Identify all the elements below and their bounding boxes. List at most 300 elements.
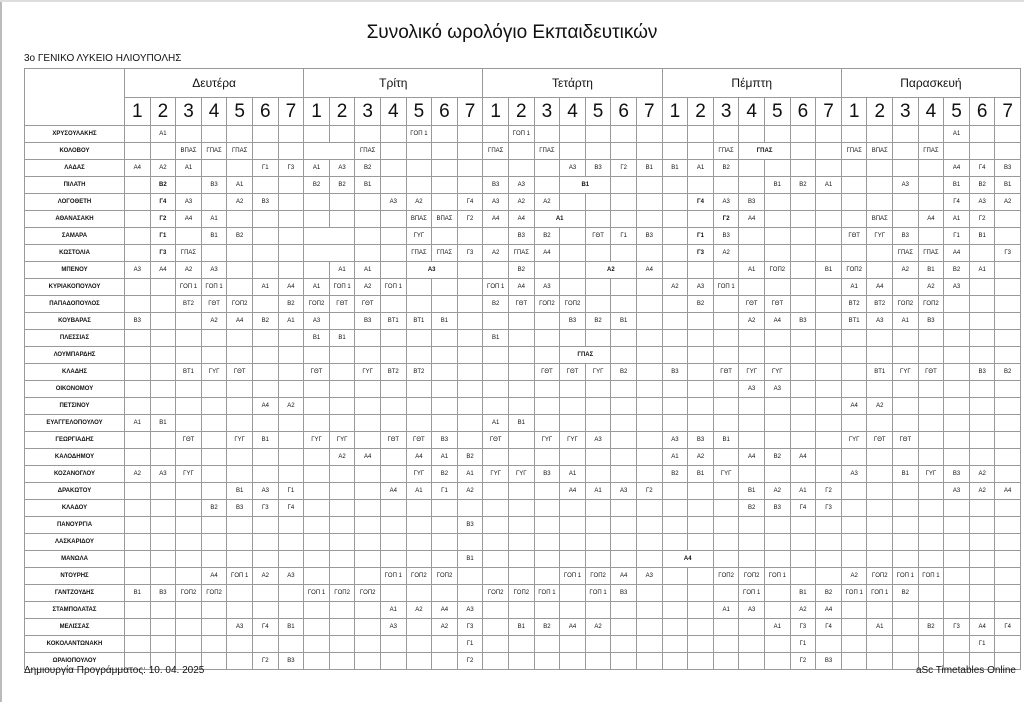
lesson-cell: ΓΟΠ2 [509,585,535,602]
lesson-cell [893,398,919,415]
lesson-cell [483,381,509,398]
lesson-cell [252,364,278,381]
lesson-cell [790,347,816,364]
lesson-cell [918,551,944,568]
lesson-cell [125,551,151,568]
lesson-cell [739,466,765,483]
lesson-cell [227,126,253,143]
lesson-cell [867,177,893,194]
lesson-cell: B2 [150,177,176,194]
lesson-cell: A2 [406,602,432,619]
lesson-cell [457,262,483,279]
lesson-cell [278,143,304,160]
lesson-cell: A1 [790,483,816,500]
lesson-cell: ΓΟΠ2 [355,585,381,602]
lesson-cell [201,636,227,653]
lesson-cell: B1 [816,262,842,279]
lesson-cell [739,347,765,364]
lesson-cell: Γ3 [150,245,176,262]
lesson-cell: A4 [969,619,995,636]
lesson-cell [636,585,662,602]
lesson-cell [432,415,458,432]
teacher-row [25,126,1021,143]
teacher-name: ΠΙΛΑΤΗ [25,177,125,194]
lesson-cell [227,653,253,670]
lesson-cell: ΓΥΓ [893,364,919,381]
lesson-cell [380,500,406,517]
lesson-cell [790,330,816,347]
lesson-cell [713,500,739,517]
lesson-cell [483,602,509,619]
lesson-cell [432,381,458,398]
lesson-cell: Γ4 [969,160,995,177]
lesson-cell: B3 [688,432,714,449]
lesson-cell [560,330,586,347]
lesson-cell [713,585,739,602]
lesson-cell [150,330,176,347]
lesson-cell [969,551,995,568]
lesson-cell: ΒΤ1 [841,313,867,330]
lesson-cell: Γ2 [636,483,662,500]
lesson-cell [355,381,381,398]
lesson-cell: A4 [534,245,560,262]
lesson-cell: B2 [893,585,919,602]
lesson-cell: ΓΠΑΣ [918,245,944,262]
lesson-cell [636,636,662,653]
lesson-cell [125,347,151,364]
lesson-cell [252,466,278,483]
teacher-row [25,279,1021,296]
lesson-cell [560,245,586,262]
lesson-cell: B1 [918,262,944,279]
lesson-cell [355,228,381,245]
lesson-cell [662,245,688,262]
lesson-cell: ΓΟΠ2 [841,262,867,279]
lesson-cell [227,330,253,347]
lesson-cell: A1 [841,279,867,296]
lesson-cell [585,398,611,415]
lesson-cell: ΒΤ2 [867,296,893,313]
lesson-cell: ΓΥΓ [406,466,432,483]
lesson-cell [380,653,406,670]
lesson-cell [457,177,483,194]
lesson-cell [432,160,458,177]
lesson-cell: ΓΘΤ [534,364,560,381]
lesson-cell: B3 [560,313,586,330]
lesson-cell [509,551,535,568]
lesson-cell: ΓΟΠ2 [713,568,739,585]
lesson-cell [739,160,765,177]
day-header: Τετάρτη [483,69,662,98]
lesson-cell: A1 [534,211,585,228]
lesson-cell [457,228,483,245]
teacher-name: ΣΑΜΑΡΑ [25,228,125,245]
lesson-cell [483,160,509,177]
lesson-cell [534,568,560,585]
lesson-cell [969,279,995,296]
lesson-cell [227,585,253,602]
lesson-cell [278,636,304,653]
lesson-cell [304,347,330,364]
lesson-cell [432,398,458,415]
lesson-cell [252,534,278,551]
lesson-cell [611,602,637,619]
lesson-cell: B3 [944,466,970,483]
teacher-name: ΕΥΑΓΓΕΛΟΠΟΥΛΟΥ [25,415,125,432]
lesson-cell [662,517,688,534]
lesson-cell [534,551,560,568]
lesson-cell: Γ4 [278,500,304,517]
lesson-cell [483,449,509,466]
lesson-cell [201,602,227,619]
lesson-cell: A1 [867,619,893,636]
lesson-cell: B1 [944,177,970,194]
lesson-cell [125,126,151,143]
lesson-cell: A3 [739,381,765,398]
lesson-cell [278,432,304,449]
lesson-cell [534,415,560,432]
lesson-cell: A2 [585,262,636,279]
lesson-cell: ΓΟΠ2 [534,296,560,313]
lesson-cell [406,296,432,313]
teacher-name: ΠΑΝΟΥΡΓΙΑ [25,517,125,534]
lesson-cell: ΓΘΤ [176,432,202,449]
lesson-cell: A2 [662,279,688,296]
lesson-cell [534,653,560,670]
lesson-cell [765,466,791,483]
lesson-cell [125,568,151,585]
lesson-cell [150,568,176,585]
lesson-cell: B1 [688,466,714,483]
lesson-cell: B1 [713,432,739,449]
lesson-cell: ΒΤ2 [406,364,432,381]
lesson-cell [329,415,355,432]
lesson-cell: ΓΘΤ [304,364,330,381]
lesson-cell [432,653,458,670]
lesson-cell [739,551,765,568]
lesson-cell [227,602,253,619]
lesson-cell [636,194,662,211]
lesson-cell: B3 [893,228,919,245]
footer-created-date: Δημιουργία Προγράμματος: 10. 04. 2025 [24,665,205,676]
lesson-cell [662,194,688,211]
lesson-cell [278,602,304,619]
lesson-cell [841,194,867,211]
lesson-cell [611,619,637,636]
lesson-cell [355,500,381,517]
lesson-cell [944,602,970,619]
lesson-cell [893,517,919,534]
lesson-cell [380,585,406,602]
lesson-cell [995,551,1021,568]
lesson-cell [969,585,995,602]
lesson-cell: A4 [944,245,970,262]
lesson-cell: ΓΥΓ [227,432,253,449]
lesson-cell: Γ1 [611,228,637,245]
lesson-cell [406,143,432,160]
lesson-cell: ΓΟΠ 1 [201,279,227,296]
lesson-cell [969,296,995,313]
lesson-cell [918,126,944,143]
lesson-cell [790,364,816,381]
lesson-cell [176,398,202,415]
lesson-cell [893,602,919,619]
lesson-cell: B1 [227,483,253,500]
lesson-cell [176,381,202,398]
lesson-cell [304,381,330,398]
lesson-cell [969,381,995,398]
lesson-cell [688,398,714,415]
lesson-cell: Γ3 [816,500,842,517]
lesson-cell [380,551,406,568]
lesson-cell: ΓΘΤ [841,228,867,245]
lesson-cell: A1 [739,262,765,279]
lesson-cell [585,636,611,653]
lesson-cell [765,279,791,296]
lesson-cell: Γ2 [969,211,995,228]
lesson-cell [560,653,586,670]
lesson-cell [227,415,253,432]
lesson-cell [483,228,509,245]
lesson-cell: A1 [125,415,151,432]
lesson-cell [304,126,330,143]
lesson-cell [713,483,739,500]
lesson-cell [585,143,611,160]
corner-cell [25,69,125,98]
lesson-cell: A2 [483,245,509,262]
lesson-cell [969,517,995,534]
lesson-cell [765,330,791,347]
lesson-cell [918,330,944,347]
period-number: 5 [406,98,432,126]
lesson-cell: Γ4 [150,194,176,211]
lesson-cell [432,296,458,313]
lesson-cell [969,245,995,262]
footer-brand: aSc Timetables Online [915,665,1016,676]
lesson-cell [125,449,151,466]
period-number: 5 [585,98,611,126]
lesson-cell [944,313,970,330]
lesson-cell [304,449,330,466]
lesson-cell: B2 [227,228,253,245]
lesson-cell: ΓΟΠ2 [432,568,458,585]
lesson-cell [585,296,611,313]
lesson-cell [509,449,535,466]
lesson-cell [765,211,791,228]
lesson-cell: Γ3 [944,619,970,636]
teacher-row [25,415,1021,432]
lesson-cell [841,653,867,670]
lesson-cell: A1 [816,177,842,194]
lesson-cell [867,194,893,211]
lesson-cell [969,500,995,517]
lesson-cell [278,177,304,194]
lesson-cell [585,449,611,466]
lesson-cell: A2 [227,194,253,211]
lesson-cell [662,585,688,602]
lesson-cell [969,602,995,619]
lesson-cell [406,160,432,177]
lesson-cell [534,381,560,398]
lesson-cell [841,602,867,619]
lesson-cell [790,211,816,228]
lesson-cell: B1 [252,432,278,449]
lesson-cell [636,534,662,551]
lesson-cell: A3 [688,279,714,296]
lesson-cell [534,636,560,653]
lesson-cell [688,381,714,398]
lesson-cell: A2 [534,194,560,211]
lesson-cell [713,449,739,466]
lesson-cell: Γ4 [688,194,714,211]
lesson-cell [944,500,970,517]
lesson-cell: ΓΥΓ [201,364,227,381]
lesson-cell: A4 [560,483,586,500]
lesson-cell: ΓΟΠ2 [176,585,202,602]
lesson-cell [509,653,535,670]
lesson-cell [611,330,637,347]
lesson-cell: ΒΠΑΣ [406,211,432,228]
lesson-cell: A2 [278,398,304,415]
lesson-cell: A3 [457,602,483,619]
lesson-cell [560,126,586,143]
lesson-cell [380,534,406,551]
lesson-cell [329,619,355,636]
period-number: 3 [893,98,919,126]
lesson-cell: B2 [534,619,560,636]
lesson-cell [432,330,458,347]
lesson-cell: A4 [816,602,842,619]
lesson-cell: ΓΟΠ 1 [176,279,202,296]
lesson-cell [662,330,688,347]
lesson-cell [995,517,1021,534]
lesson-cell [125,194,151,211]
lesson-cell [585,381,611,398]
lesson-cell [176,551,202,568]
lesson-cell [560,279,586,296]
period-number: 6 [969,98,995,126]
lesson-cell [380,398,406,415]
lesson-cell [969,330,995,347]
lesson-cell: A3 [509,177,535,194]
lesson-cell [995,568,1021,585]
lesson-cell [201,398,227,415]
lesson-cell [918,636,944,653]
lesson-cell [867,347,893,364]
lesson-cell [150,296,176,313]
lesson-cell [816,364,842,381]
lesson-cell: ΒΠΑΣ [867,143,893,160]
lesson-cell: ΓΥΓ [176,466,202,483]
lesson-cell [150,636,176,653]
lesson-cell [201,432,227,449]
lesson-cell [636,619,662,636]
teacher-row [25,551,1021,568]
lesson-cell: A3 [944,483,970,500]
lesson-cell: A4 [432,602,458,619]
lesson-cell [483,483,509,500]
lesson-cell [534,313,560,330]
lesson-cell [841,619,867,636]
lesson-cell [585,517,611,534]
lesson-cell [304,415,330,432]
lesson-cell [304,619,330,636]
lesson-cell: ΓΟΠ2 [585,568,611,585]
lesson-cell [611,296,637,313]
lesson-cell [867,466,893,483]
lesson-cell [841,534,867,551]
lesson-cell [252,126,278,143]
lesson-cell [534,517,560,534]
lesson-cell [636,602,662,619]
lesson-cell: A3 [278,568,304,585]
lesson-cell [201,653,227,670]
period-number: 2 [329,98,355,126]
lesson-cell [355,653,381,670]
lesson-cell [457,500,483,517]
lesson-cell [995,432,1021,449]
lesson-cell [278,194,304,211]
lesson-cell: ΓΥΓ [483,466,509,483]
lesson-cell [765,245,791,262]
lesson-cell: ΓΟΠ2 [304,296,330,313]
lesson-cell [841,364,867,381]
period-number: 6 [611,98,637,126]
lesson-cell: A3 [150,466,176,483]
lesson-cell: A2 [969,483,995,500]
lesson-cell [713,347,739,364]
lesson-cell [201,160,227,177]
lesson-cell: Γ1 [432,483,458,500]
lesson-cell: A2 [918,279,944,296]
lesson-cell [150,551,176,568]
lesson-cell [739,126,765,143]
lesson-cell [995,211,1021,228]
lesson-cell [662,143,688,160]
lesson-cell [176,449,202,466]
lesson-cell [662,126,688,143]
lesson-cell: B1 [483,330,509,347]
lesson-cell: A4 [662,551,713,568]
lesson-cell [611,177,637,194]
lesson-cell [969,449,995,466]
lesson-cell: A3 [534,279,560,296]
lesson-cell [329,534,355,551]
lesson-cell [841,636,867,653]
lesson-cell [790,551,816,568]
lesson-cell: B3 [636,228,662,245]
lesson-cell [560,585,586,602]
lesson-cell [713,534,739,551]
lesson-cell: B3 [969,364,995,381]
lesson-cell [688,262,714,279]
lesson-cell [355,432,381,449]
lesson-cell: B3 [483,177,509,194]
teacher-row [25,330,1021,347]
lesson-cell [713,653,739,670]
lesson-cell: A3 [713,194,739,211]
lesson-cell [150,602,176,619]
lesson-cell: B2 [201,500,227,517]
lesson-cell [201,483,227,500]
lesson-cell [816,160,842,177]
lesson-cell: A1 [304,279,330,296]
lesson-cell [739,228,765,245]
lesson-cell [252,602,278,619]
lesson-cell [406,534,432,551]
teacher-name: ΚΑΛΟΔΗΜΟΥ [25,449,125,466]
lesson-cell [304,534,330,551]
